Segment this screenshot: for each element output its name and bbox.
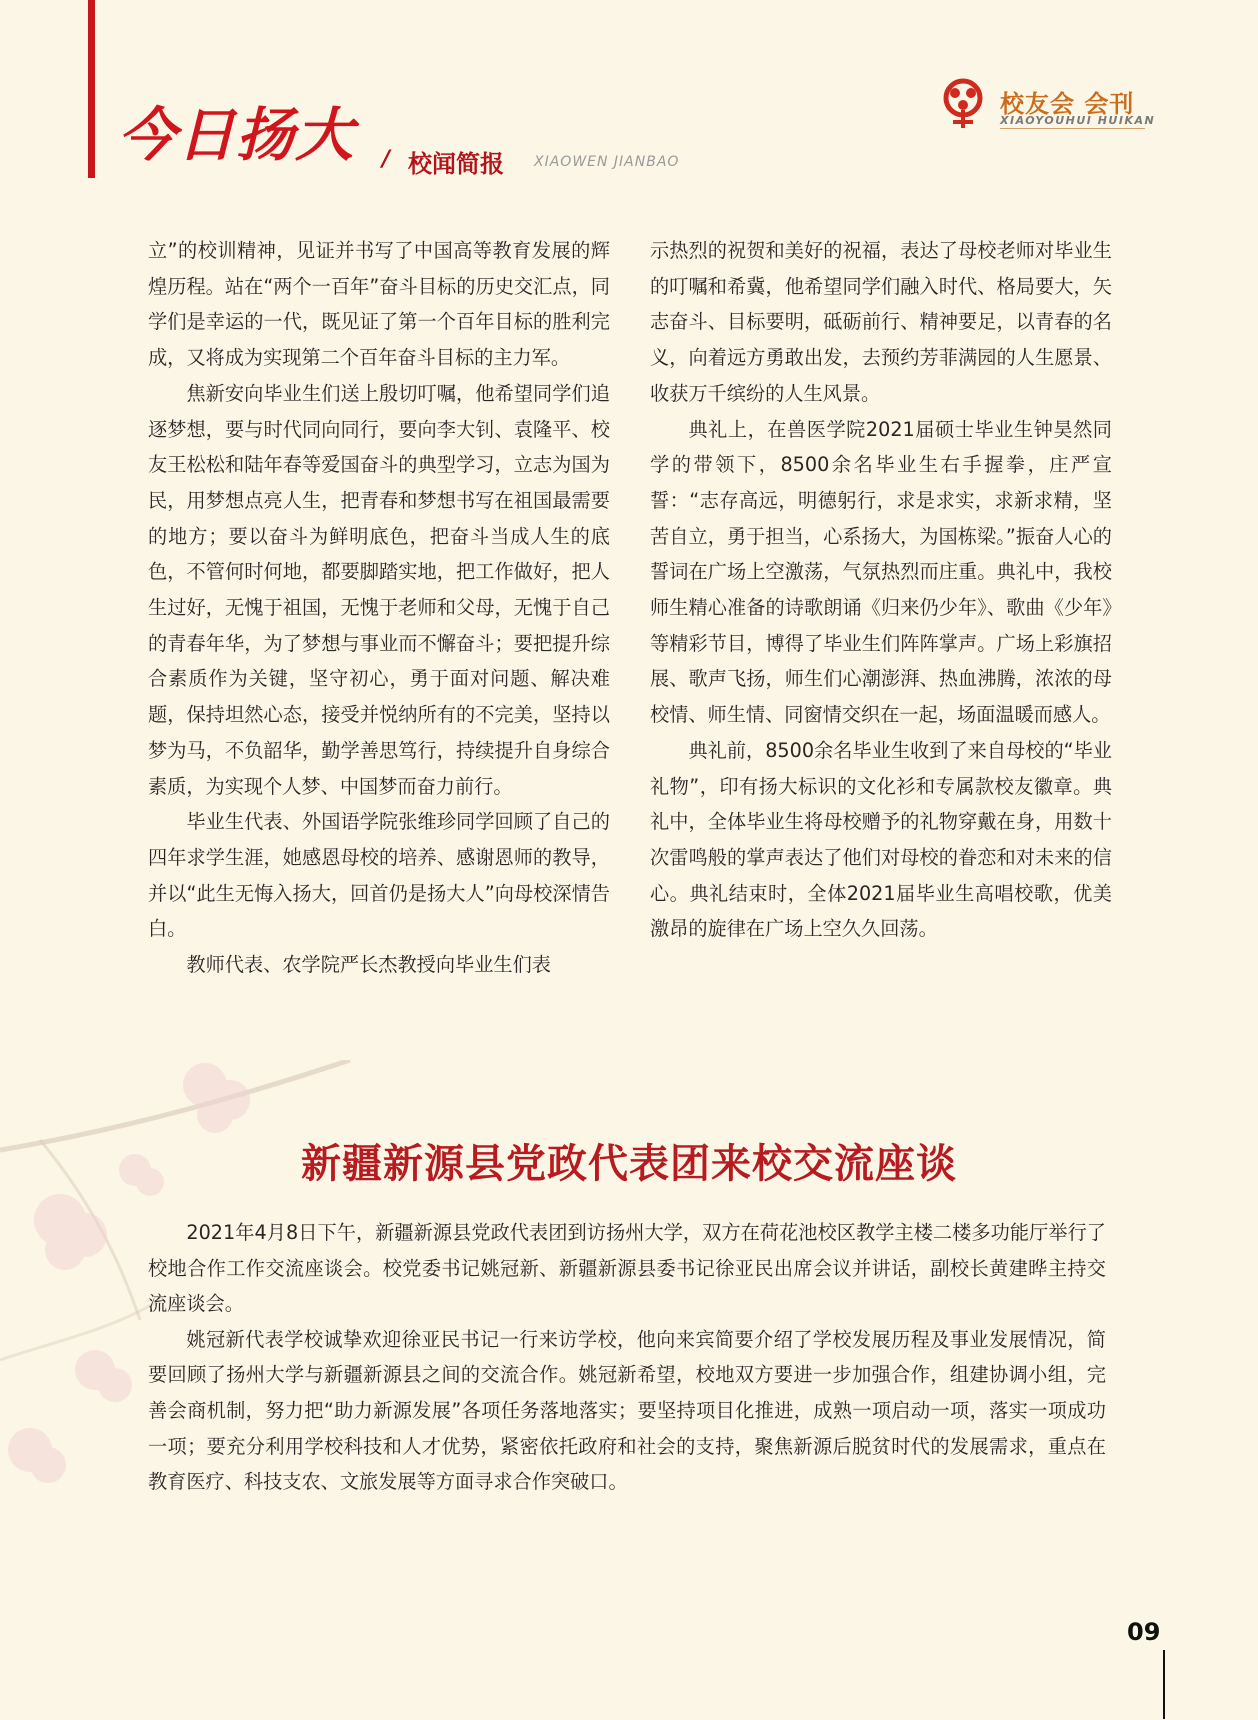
- article1-paragraph: 示热烈的祝贺和美好的祝福，表达了母校老师对毕业生的叮嘱和希冀，他希望同学们融入时代、格局要大，矢志奋斗、目标要明，砥砺前行、精神要足，以青春的名义，向着远方勇敢出发，去预约芳菲满园的人生愿景、收获万千缤纷的人生风景。: [650, 239, 1112, 405]
- alumni-association-logo-icon: [938, 78, 988, 130]
- article2-body: [148, 1215, 1106, 1500]
- article1-paragraph: 焦新安向毕业生们送上殷切叮嘱，他希望同学们追逐梦想，要与时代同向同行，要向李大钊、袁隆平、校友王松松和陆年春等爱国奋斗的典型学习，立志为国为民，用梦想点亮人生，把青春和梦想书写在祖国最需要的地方；要以奋斗为鲜明底色，把奋斗当成人生的底色，不管何时何地，都要脚踏实地，把工作做好，把人生过好，无愧于祖国，无愧于老师和父母，无愧于自己的青春年华，为了梦想与事业而不懈奋斗；要把提升综合素质作为关键，坚守初心，勇于面对问题、解决难题，保持坦然心态，接受并悦纳所有的不完美，坚持以梦为马，不负韶华，勤学善思笃行，持续提升自身综合素质，为实现个人梦、中国梦而奋力前行。: [148, 381, 610, 798]
- section-title: 校闻简报: [408, 150, 504, 178]
- header-red-bar: [88, 0, 95, 178]
- article1-paragraph: 典礼上，在兽医学院2021届硕士毕业生钟昊然同学的带领下，8500余名毕业生右手握拳，庄严宣誓：“志存高远，明德躬行，求是求实，求新求精，坚苦自立，勇于担当，心系扬大，为国栋梁。”振奋人心的誓词在广场上空激荡，气氛热烈而庄重。典礼中，我校师生精心准备的诗歌朗诵《归来仍少年》、歌曲《少年》等精彩节目，博得了毕业生们阵阵掌声。广场上彩旗招展、歌声飞扬，师生们心潮澎湃、热血沸腾，浓浓的母校情、师生情、同窗情交织在一起，场面温暖而感人。: [650, 417, 1112, 727]
- article1-paragraph: 立”的校训精神，见证并书写了中国高等教育发展的辉煌历程。站在“两个一百年”奋斗目标的历史交汇点，同学们是幸运的一代，既见证了第一个百年目标的胜利完成，又将成为实现第二个百年奋斗目标的主力军。: [148, 239, 610, 370]
- article2-paragraph: 2021年4月8日下午，新疆新源县党政代表团到访扬州大学，双方在荷花池校区教学主楼二楼多功能厅举行了校地合作工作交流座谈会。校党委书记姚冠新、新疆新源县委书记徐亚民出席会议并讲话，副校长黄建晔主持交流座谈会。: [148, 1221, 1106, 1316]
- article1-paragraph: 毕业生代表、外国语学院张维珍同学回顾了自己的四年求学生涯，她感恩母校的培养、感谢恩师的教导，并以“此生无悔入扬大，回首仍是扬大人”向母校深情告白。: [148, 810, 610, 941]
- section-slash: /: [382, 147, 391, 172]
- page-number: 09: [1127, 1618, 1161, 1646]
- article2-paragraph: 姚冠新代表学校诚挚欢迎徐亚民书记一行来访学校，他向来宾简要介绍了学校发展历程及事业发展情况，简要回顾了扬州大学与新疆新源县之间的交流合作。姚冠新希望，校地双方要进一步加强合作，组建协调小组，完善会商机制，努力把“助力新源发展”各项任务落地落实；要坚持项目化推进，成熟一项启动一项，落实一项成功一项；要充分利用学校科技和人才优势，紧密依托政府和社会的支持，聚焦新源后脱贫时代的发展需求，重点在教育医疗、科技支农、文旅发展等方面寻求合作突破口。: [148, 1327, 1106, 1494]
- article2-headline: 新疆新源县党政代表团来校交流座谈: [301, 1140, 957, 1187]
- article1-paragraph: 教师代表、农学院严长杰教授向毕业生们表: [186, 953, 551, 977]
- page-number-rule: [1163, 1650, 1165, 1719]
- article1-right-column: [650, 233, 1112, 947]
- publication-name: 校友会 会刊: [1000, 90, 1135, 118]
- column-brand-title: 今日扬大: [118, 101, 355, 169]
- article1-left-column: [148, 233, 610, 983]
- article1-paragraph: 典礼前，8500余名毕业生收到了来自母校的“毕业礼物”，印有扬大标识的文化衫和专属款校友徽章。典礼中，全体毕业生将母校赠予的礼物穿戴在身，用数十次雷鸣般的掌声表达了他们对母校的眷恋和对未来的信心。典礼结束时，全体2021届毕业生高唱校歌，优美激昂的旋律在广场上空久久回荡。: [650, 738, 1112, 941]
- publication-name-pinyin: XIAOYOUHUI HUIKAN: [1000, 114, 1156, 127]
- publication-underline: [1000, 128, 1145, 129]
- section-title-pinyin: XIAOWEN JIANBAO: [534, 154, 680, 170]
